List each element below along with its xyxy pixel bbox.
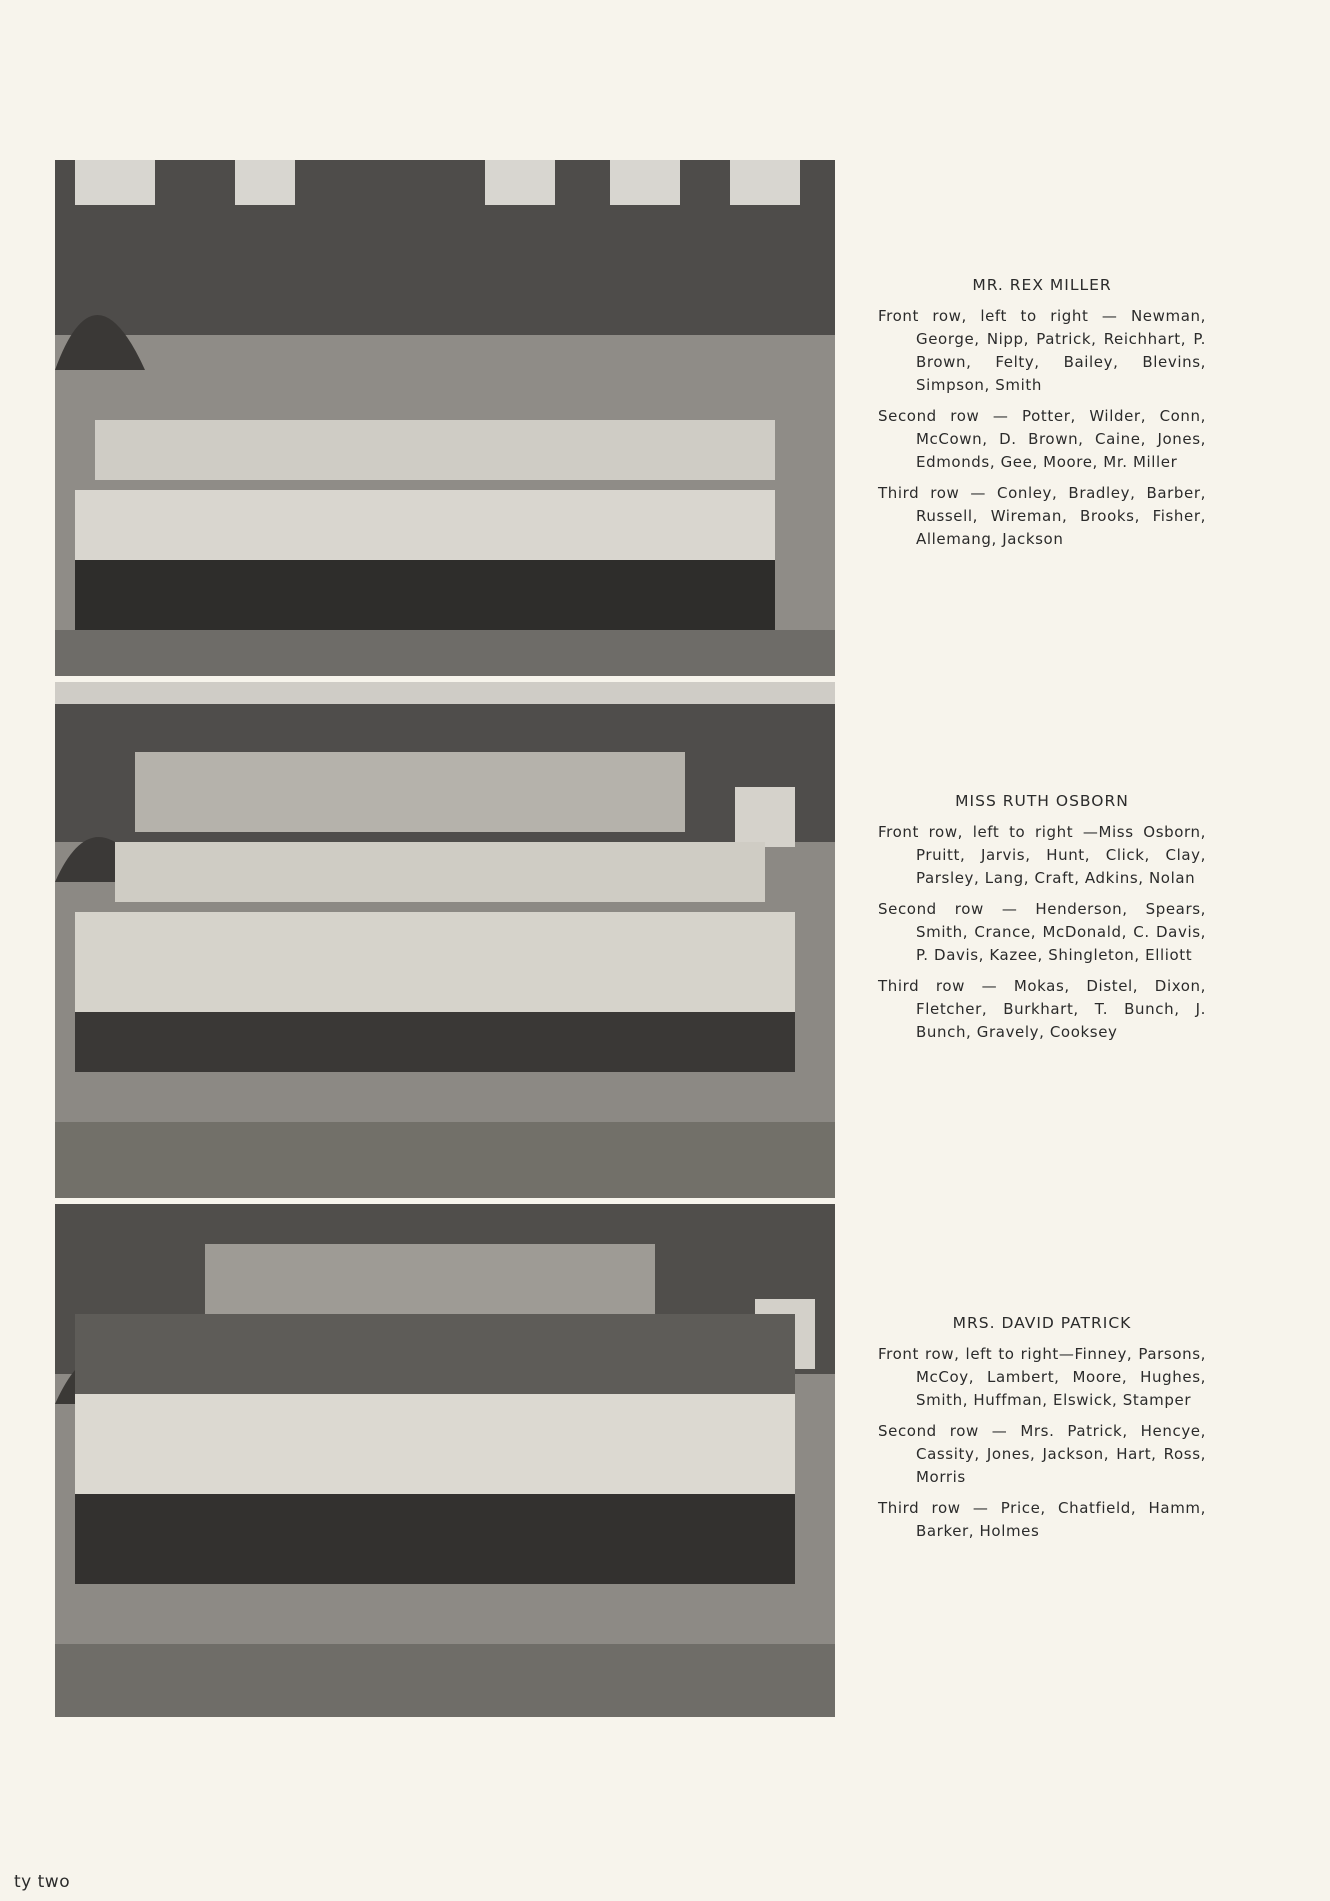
page-folio: ty two — [14, 1872, 71, 1892]
third-row-names: Third row — Price, Chatfield, Hamm, Barker, Holmes — [878, 1499, 1206, 1540]
class-photo-david-patrick — [55, 1204, 835, 1717]
section-title: MR. REX MILLER — [972, 276, 1112, 294]
third-row-names: Third row — Mokas, Distel, Dixon, Fletcher, Burkhart, T. Bunch, J. Bunch, Gravely, Cooksey — [878, 977, 1206, 1041]
section-title: MISS RUTH OSBORN — [955, 792, 1129, 810]
second-row-names: Second row — Potter, Wilder, Conn, McCown, D. Brown, Caine, Jones, Edmonds, Gee, Moore, Mr. Miller — [878, 407, 1206, 471]
front-row-names: Front row, left to right —Miss Osborn, Pruitt, Jarvis, Hunt, Click, Clay, Parsley, Lang, Craft, Adkins, Nolan — [878, 823, 1206, 887]
second-row-names: Second row — Mrs. Patrick, Hencye, Cassity, Jones, Jackson, Hart, Ross, Morris — [878, 1422, 1206, 1486]
caption-ruth-osborn — [878, 790, 1206, 1052]
front-row-names: Front row, left to right—Finney, Parsons, McCoy, Lambert, Moore, Hughes, Smith, Huffman, Elswick, Stamper — [878, 1345, 1206, 1409]
caption-david-patrick — [878, 1312, 1206, 1551]
second-row-names: Second row — Henderson, Spears, Smith, Crance, McDonald, C. Davis, P. Davis, Kazee, Shingleton, Elliott — [878, 900, 1206, 964]
third-row-names: Third row — Conley, Bradley, Barber, Russell, Wireman, Brooks, Fisher, Allemang, Jackson — [878, 484, 1206, 548]
caption-rex-miller — [878, 274, 1206, 559]
section-title: MRS. DAVID PATRICK — [952, 1314, 1132, 1332]
class-photo-ruth-osborn — [55, 682, 835, 1198]
class-photo-rex-miller — [55, 160, 835, 676]
front-row-names: Front row, left to right — Newman, George, Nipp, Patrick, Reichhart, P. Brown, Felty, Bailey, Blevins, Simpson, Smith — [878, 307, 1206, 394]
